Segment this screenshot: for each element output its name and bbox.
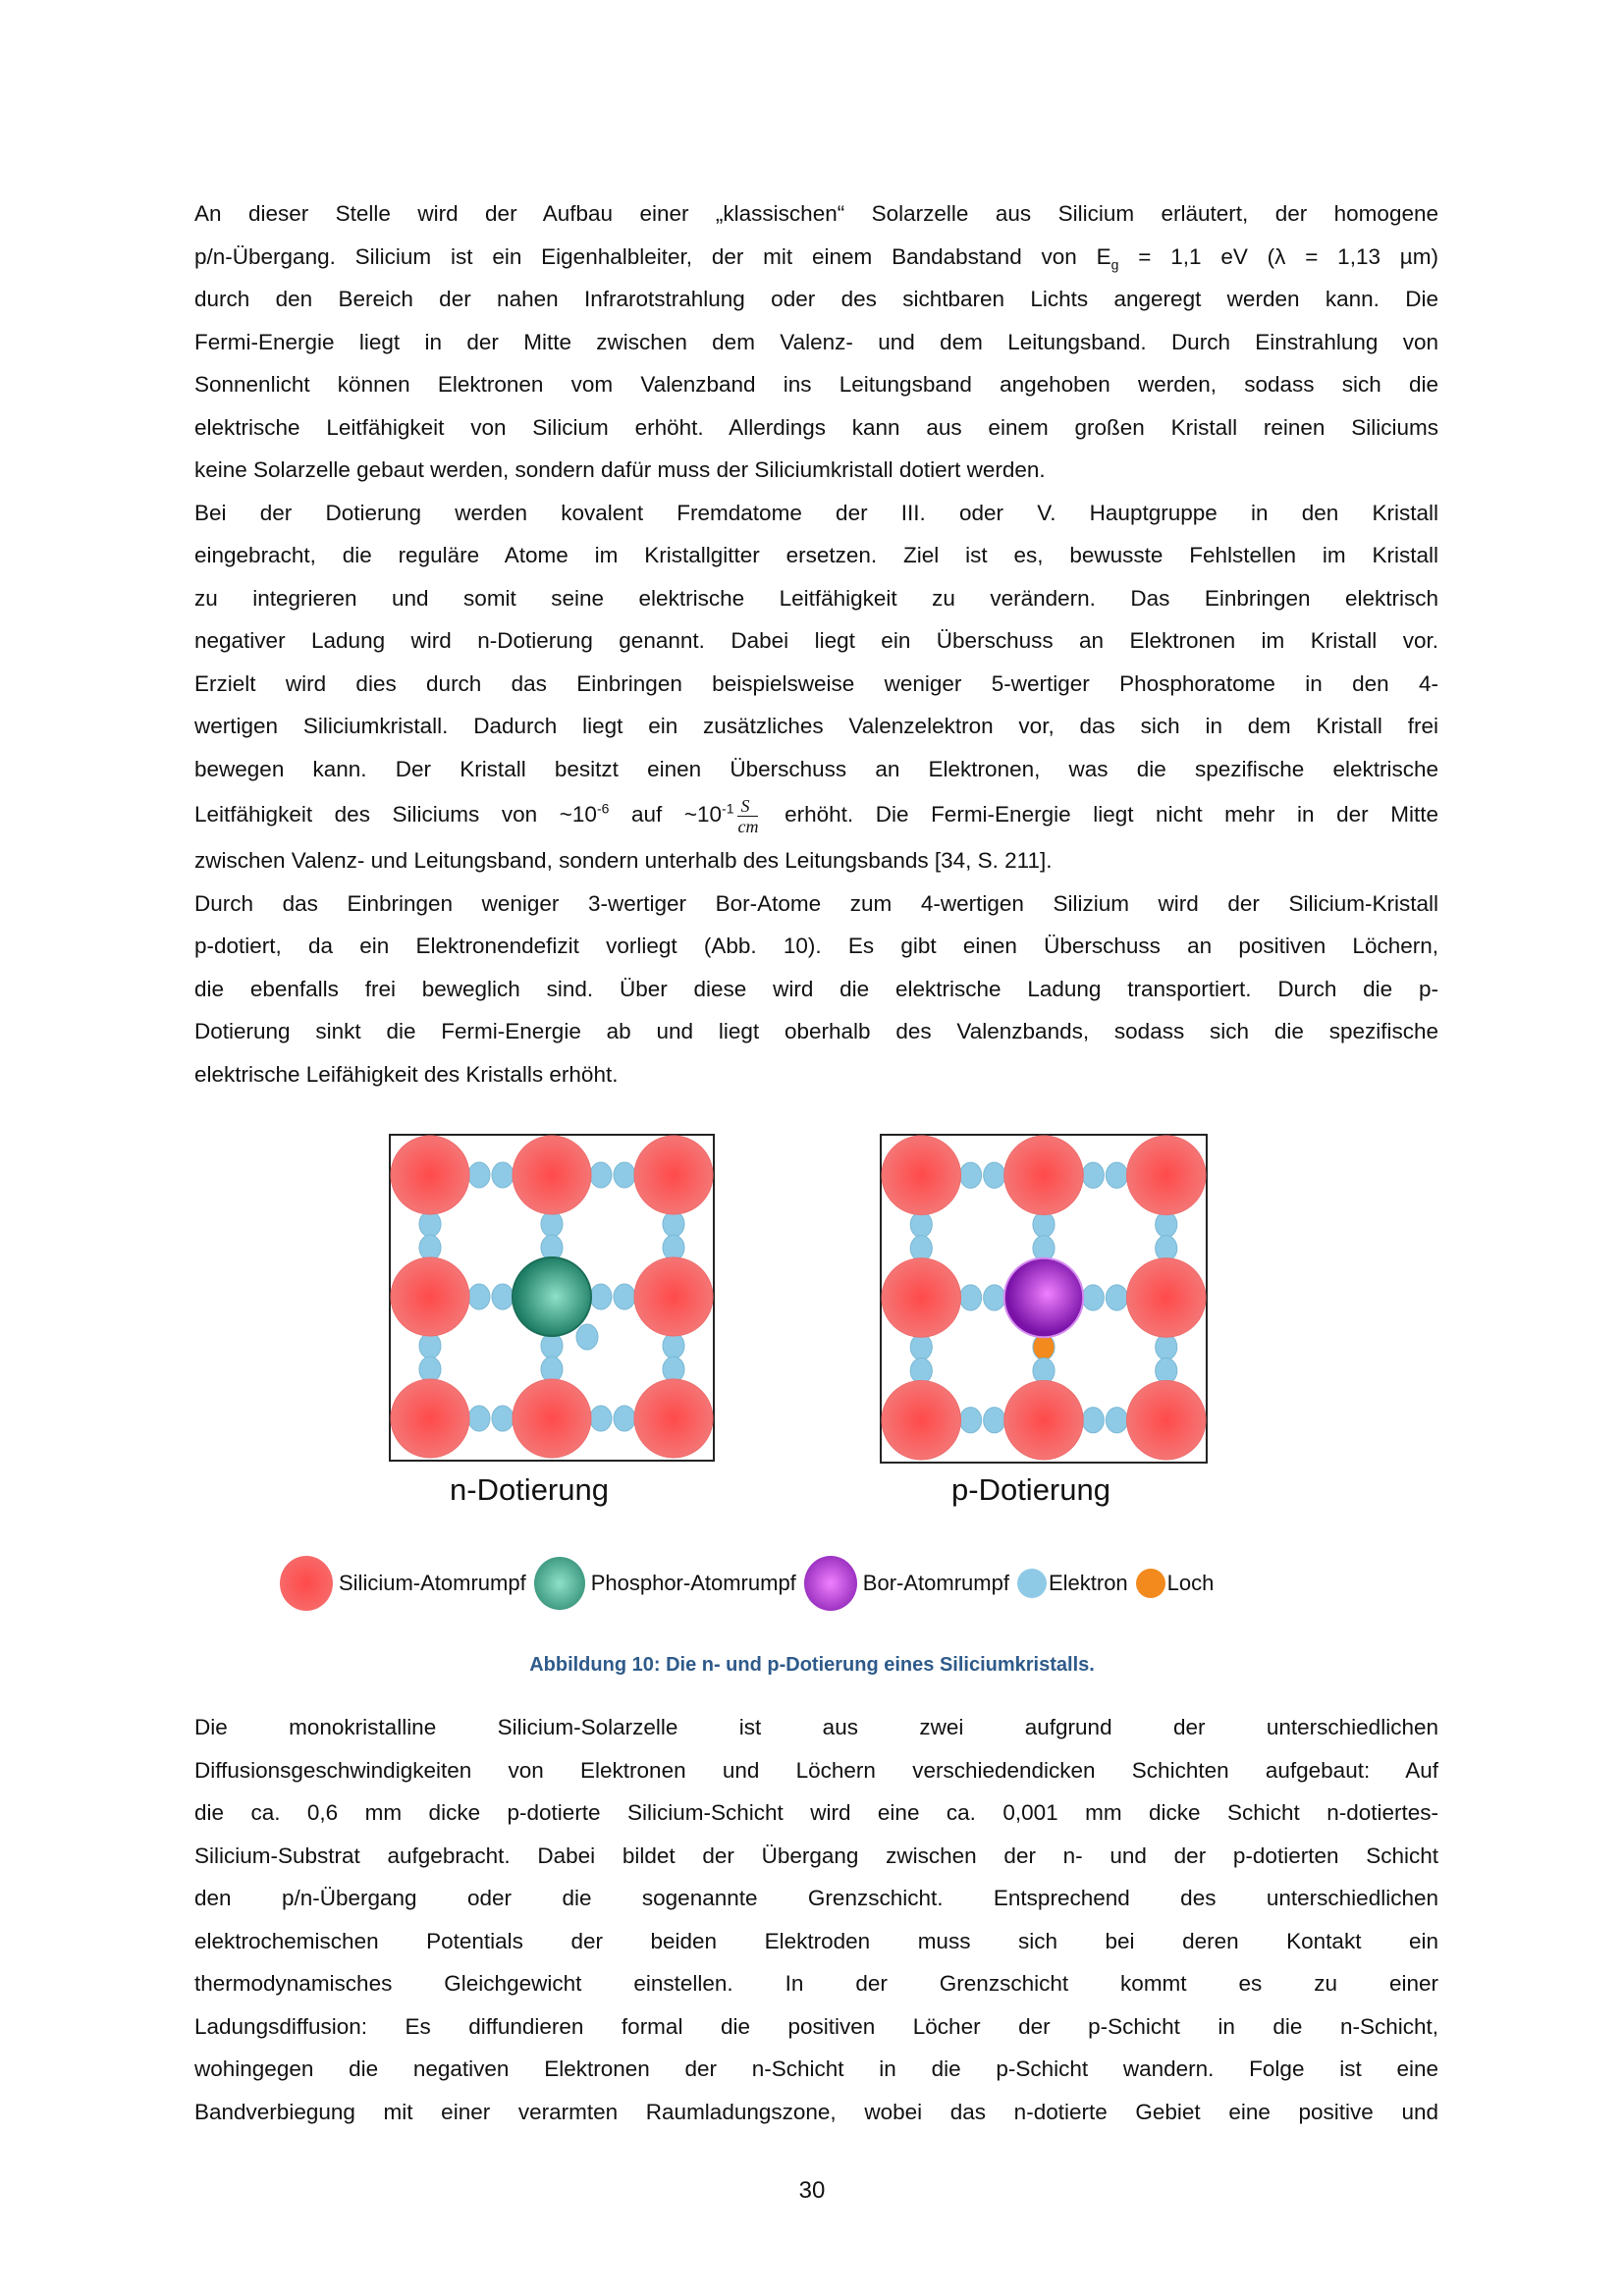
legend-item-phosphor (534, 1557, 796, 1610)
legend-item-bor (804, 1556, 1009, 1611)
bor-atom-icon (804, 1556, 857, 1611)
electron (419, 1333, 441, 1359)
electron (614, 1284, 635, 1309)
electron (468, 1284, 490, 1309)
text-line: Durch das Einbringen weniger 3-wertiger Bor-Atome zum 4-wertigen Silizium wird der Silicium-Kristall (194, 890, 1438, 916)
electron (1156, 1211, 1177, 1237)
text-line: die ca. 0,6 mm dicke p-dotierte Silicium-Schicht wird eine ca. 0,001 mm dicke Schicht n-dotiertes- (194, 1800, 1438, 1825)
p-doping-lattice-diagram (880, 1134, 1208, 1469)
legend-label: Silicium-Atomrumpf (339, 1571, 526, 1595)
electron (910, 1358, 932, 1383)
text-line: Diffusionsgeschwindigkeiten von Elektronen und Löchern verschiedendicken Schichten aufgebaut: Auf (194, 1757, 1438, 1783)
electron (910, 1236, 932, 1261)
text-line: die ebenfalls frei beweglich sind. Über diese wird die elektrische Ladung transportiert. Durch die p- (194, 976, 1438, 1001)
electron (1033, 1358, 1055, 1383)
body-text-top (194, 192, 1438, 1095)
electron (910, 1334, 932, 1360)
electron (663, 1333, 684, 1359)
electron (1156, 1236, 1177, 1261)
text-line: elektrische Leitfähigkeit von Silicium erhöht. Allerdings kann aus einem großen Kristall reinen Siliciums (194, 414, 1438, 440)
text-line: keine Solarzelle gebaut werden, sondern dafür muss der Siliciumkristall dotiert werden. (194, 457, 1046, 482)
text-line: Fermi-Energie liegt in der Mitte zwischen dem Valenz- und dem Leitungsband. Durch Einstrahlung von (194, 329, 1438, 354)
silicon-atom (1126, 1258, 1205, 1337)
electron (419, 1235, 441, 1260)
text-line: Die monokristalline Silicium-Solarzelle ist aus zwei aufgrund der unterschiedlichen (194, 1715, 1438, 1739)
text-line: Sonnenlicht können Elektronen vom Valenzband ins Leitungsband angehoben werden, sodass sich die (194, 372, 1438, 397)
text-line: p/n-Übergang. Silicium ist ein Eigenhalbleiter, der mit einem Bandabstand von $E_g = 1,1$ eV (λ = 1,13 µm) (194, 243, 1438, 272)
text-line: wertigen Siliciumkristall. Dadurch liegt ein zusätzliches Valenzelektron vor, das sich in dem Kristall frei (194, 714, 1438, 738)
legend-item-hole (1136, 1569, 1215, 1598)
electron (614, 1162, 635, 1188)
text-line: Silicium-Substrat aufgebracht. Dabei bildet der Übergang zwischen der n- und der p-dotierten Schicht (194, 1842, 1438, 1868)
text-line: den p/n-Übergang oder die sogenannte Grenzschicht. Entsprechend des unterschiedlichen (194, 1886, 1438, 1910)
electron (663, 1211, 684, 1237)
silicon-atom (882, 1258, 960, 1337)
p-doping-label: p-Dotierung (951, 1472, 1110, 1507)
text-line: An dieser Stelle wird der Aufbau einer „klassischen“ Solarzelle aus Silicium erläutert, der homogene (194, 201, 1438, 226)
text-line: Dotierung sinkt die Fermi-Energie ab und liegt oberhalb des Valenzbands, sodass sich die spezifische (194, 1019, 1438, 1043)
silicon-atom (513, 1136, 591, 1214)
text-line: durch den Bereich der nahen Infrarotstrahlung oder des sichtbaren Lichts angeregt werden kann. Die (194, 287, 1438, 311)
bor-atom (1004, 1258, 1083, 1337)
electron (960, 1162, 982, 1188)
text-line: Bei der Dotierung werden kovalent Fremdatome der III. oder V. Hauptgruppe in den Kristall (194, 500, 1438, 525)
electron (468, 1406, 490, 1431)
electron (1082, 1285, 1104, 1310)
formula-line: Leitfähigkeit des Siliciums von $\sim 10^{-6}$ auf $\sim 10^{-1}$ $\frac{S}{cm}$ erhöht. Die Fermi-Energie liegt nicht mehr in der Mitte (194, 795, 1439, 836)
electron (492, 1162, 514, 1188)
electron (590, 1406, 612, 1431)
page-number: 30 (798, 2177, 826, 2204)
free-electron (576, 1324, 598, 1350)
figure-legend (280, 1556, 1221, 1611)
text-line: zu integrieren und somit seine elektrische Leitfähigkeit zu verändern. Das Einbringen elektrisch (194, 585, 1438, 611)
text-line: p-dotiert, da ein Elektronendefizit vorliegt (Abb. 10). Es gibt einen Überschuss an positiven Löchern, (194, 934, 1438, 958)
silicon-atom (1004, 1380, 1083, 1459)
text-line: elektrische Leifähigkeit des Kristalls erhöht. (194, 1061, 619, 1087)
text-line: eingebracht, die reguläre Atome im Kristallgitter ersetzen. Ziel ist es, bewusste Fehlstellen im Kristall (194, 543, 1438, 567)
figure-caption: Abbildung 10: Die n- und p-Dotierung eines Siliciumkristalls. (529, 1654, 1095, 1676)
electron (910, 1211, 932, 1237)
electron (984, 1408, 1005, 1433)
hole-icon (1136, 1569, 1165, 1598)
silicon-atom-icon (280, 1556, 333, 1611)
silicon-atom (391, 1379, 469, 1458)
silicon-atom (634, 1379, 713, 1458)
electron (590, 1284, 612, 1309)
n-doping-label: n-Dotierung (450, 1472, 609, 1507)
legend-item-silicon (280, 1556, 526, 1611)
electron (960, 1285, 982, 1310)
electron (419, 1357, 441, 1382)
silicon-atom (513, 1379, 591, 1458)
electron (663, 1357, 684, 1382)
electron (419, 1211, 441, 1237)
electron (1106, 1162, 1127, 1188)
electron (984, 1162, 1005, 1188)
electron (1033, 1211, 1055, 1237)
silicon-atom (634, 1257, 713, 1336)
electron (1082, 1162, 1104, 1188)
electron (1106, 1285, 1127, 1310)
text-line: Ladungsdiffusion: Es diffundieren formal die positiven Löcher der p-Schicht in die n-Schicht, (194, 2013, 1438, 2039)
electron (492, 1284, 514, 1309)
electron (1156, 1358, 1177, 1383)
text-line: zwischen Valenz- und Leitungsband, sondern unterhalb des Leitungsbands [34, S. 211]. (194, 848, 1053, 873)
electron (960, 1408, 982, 1433)
electron (468, 1162, 490, 1188)
silicon-atom (391, 1257, 469, 1336)
legend-label: Phosphor-Atomrumpf (590, 1571, 796, 1595)
text-line: thermodynamisches Gleichgewicht einstellen. In der Grenzschicht kommt es zu einer (194, 1971, 1438, 1996)
electron (614, 1406, 635, 1431)
conductivity-unit-fraction: $\frac{S}{cm}$ (737, 795, 759, 836)
phosphor-atom (513, 1257, 591, 1336)
electron (492, 1406, 514, 1431)
electron (1082, 1408, 1104, 1433)
text-line: wohingegen die negativen Elektronen der n-Schicht in die p-Schicht wandern. Folge ist eine (194, 2056, 1438, 2081)
legend-label: Loch (1166, 1571, 1215, 1595)
electron (1156, 1334, 1177, 1360)
electron (541, 1211, 563, 1237)
silicon-atom (391, 1136, 469, 1214)
phosphor-atom-icon (534, 1557, 585, 1610)
legend-item-electron (1017, 1569, 1128, 1598)
text-line: elektrochemischen Potentials der beiden Elektroden muss sich bei deren Kontakt ein (194, 1928, 1438, 1953)
silicon-atom (634, 1136, 713, 1214)
electron (984, 1285, 1005, 1310)
legend-label: Bor-Atomrumpf (862, 1571, 1009, 1595)
legend-label: Elektron (1048, 1571, 1128, 1595)
silicon-atom (1126, 1380, 1205, 1459)
electron (1106, 1408, 1127, 1433)
body-text-bottom (194, 1706, 1438, 2133)
electron (541, 1357, 563, 1382)
text-line: negativer Ladung wird n-Dotierung genannt. Dabei liegt ein Überschuss an Elektronen im Kristall vor. (194, 628, 1438, 653)
text-line: Erzielt wird dies durch das Einbringen beispielsweise weniger 5-wertiger Phosphoratome in den 4- (194, 670, 1438, 696)
n-doping-lattice-diagram (389, 1134, 715, 1468)
silicon-atom (882, 1380, 960, 1459)
electron-icon (1017, 1569, 1047, 1598)
electron (590, 1162, 612, 1188)
text-line: bewegen kann. Der Kristall besitzt einen Überschuss an Elektronen, was die spezifische elektrische (194, 756, 1438, 781)
silicon-atom (1004, 1136, 1083, 1214)
electron (663, 1235, 684, 1260)
silicon-atom (882, 1136, 960, 1214)
text-line: Bandverbiegung mit einer verarmten Raumladungszone, wobei das n-dotierte Gebiet eine positive und (194, 2099, 1438, 2124)
silicon-atom (1126, 1136, 1205, 1214)
